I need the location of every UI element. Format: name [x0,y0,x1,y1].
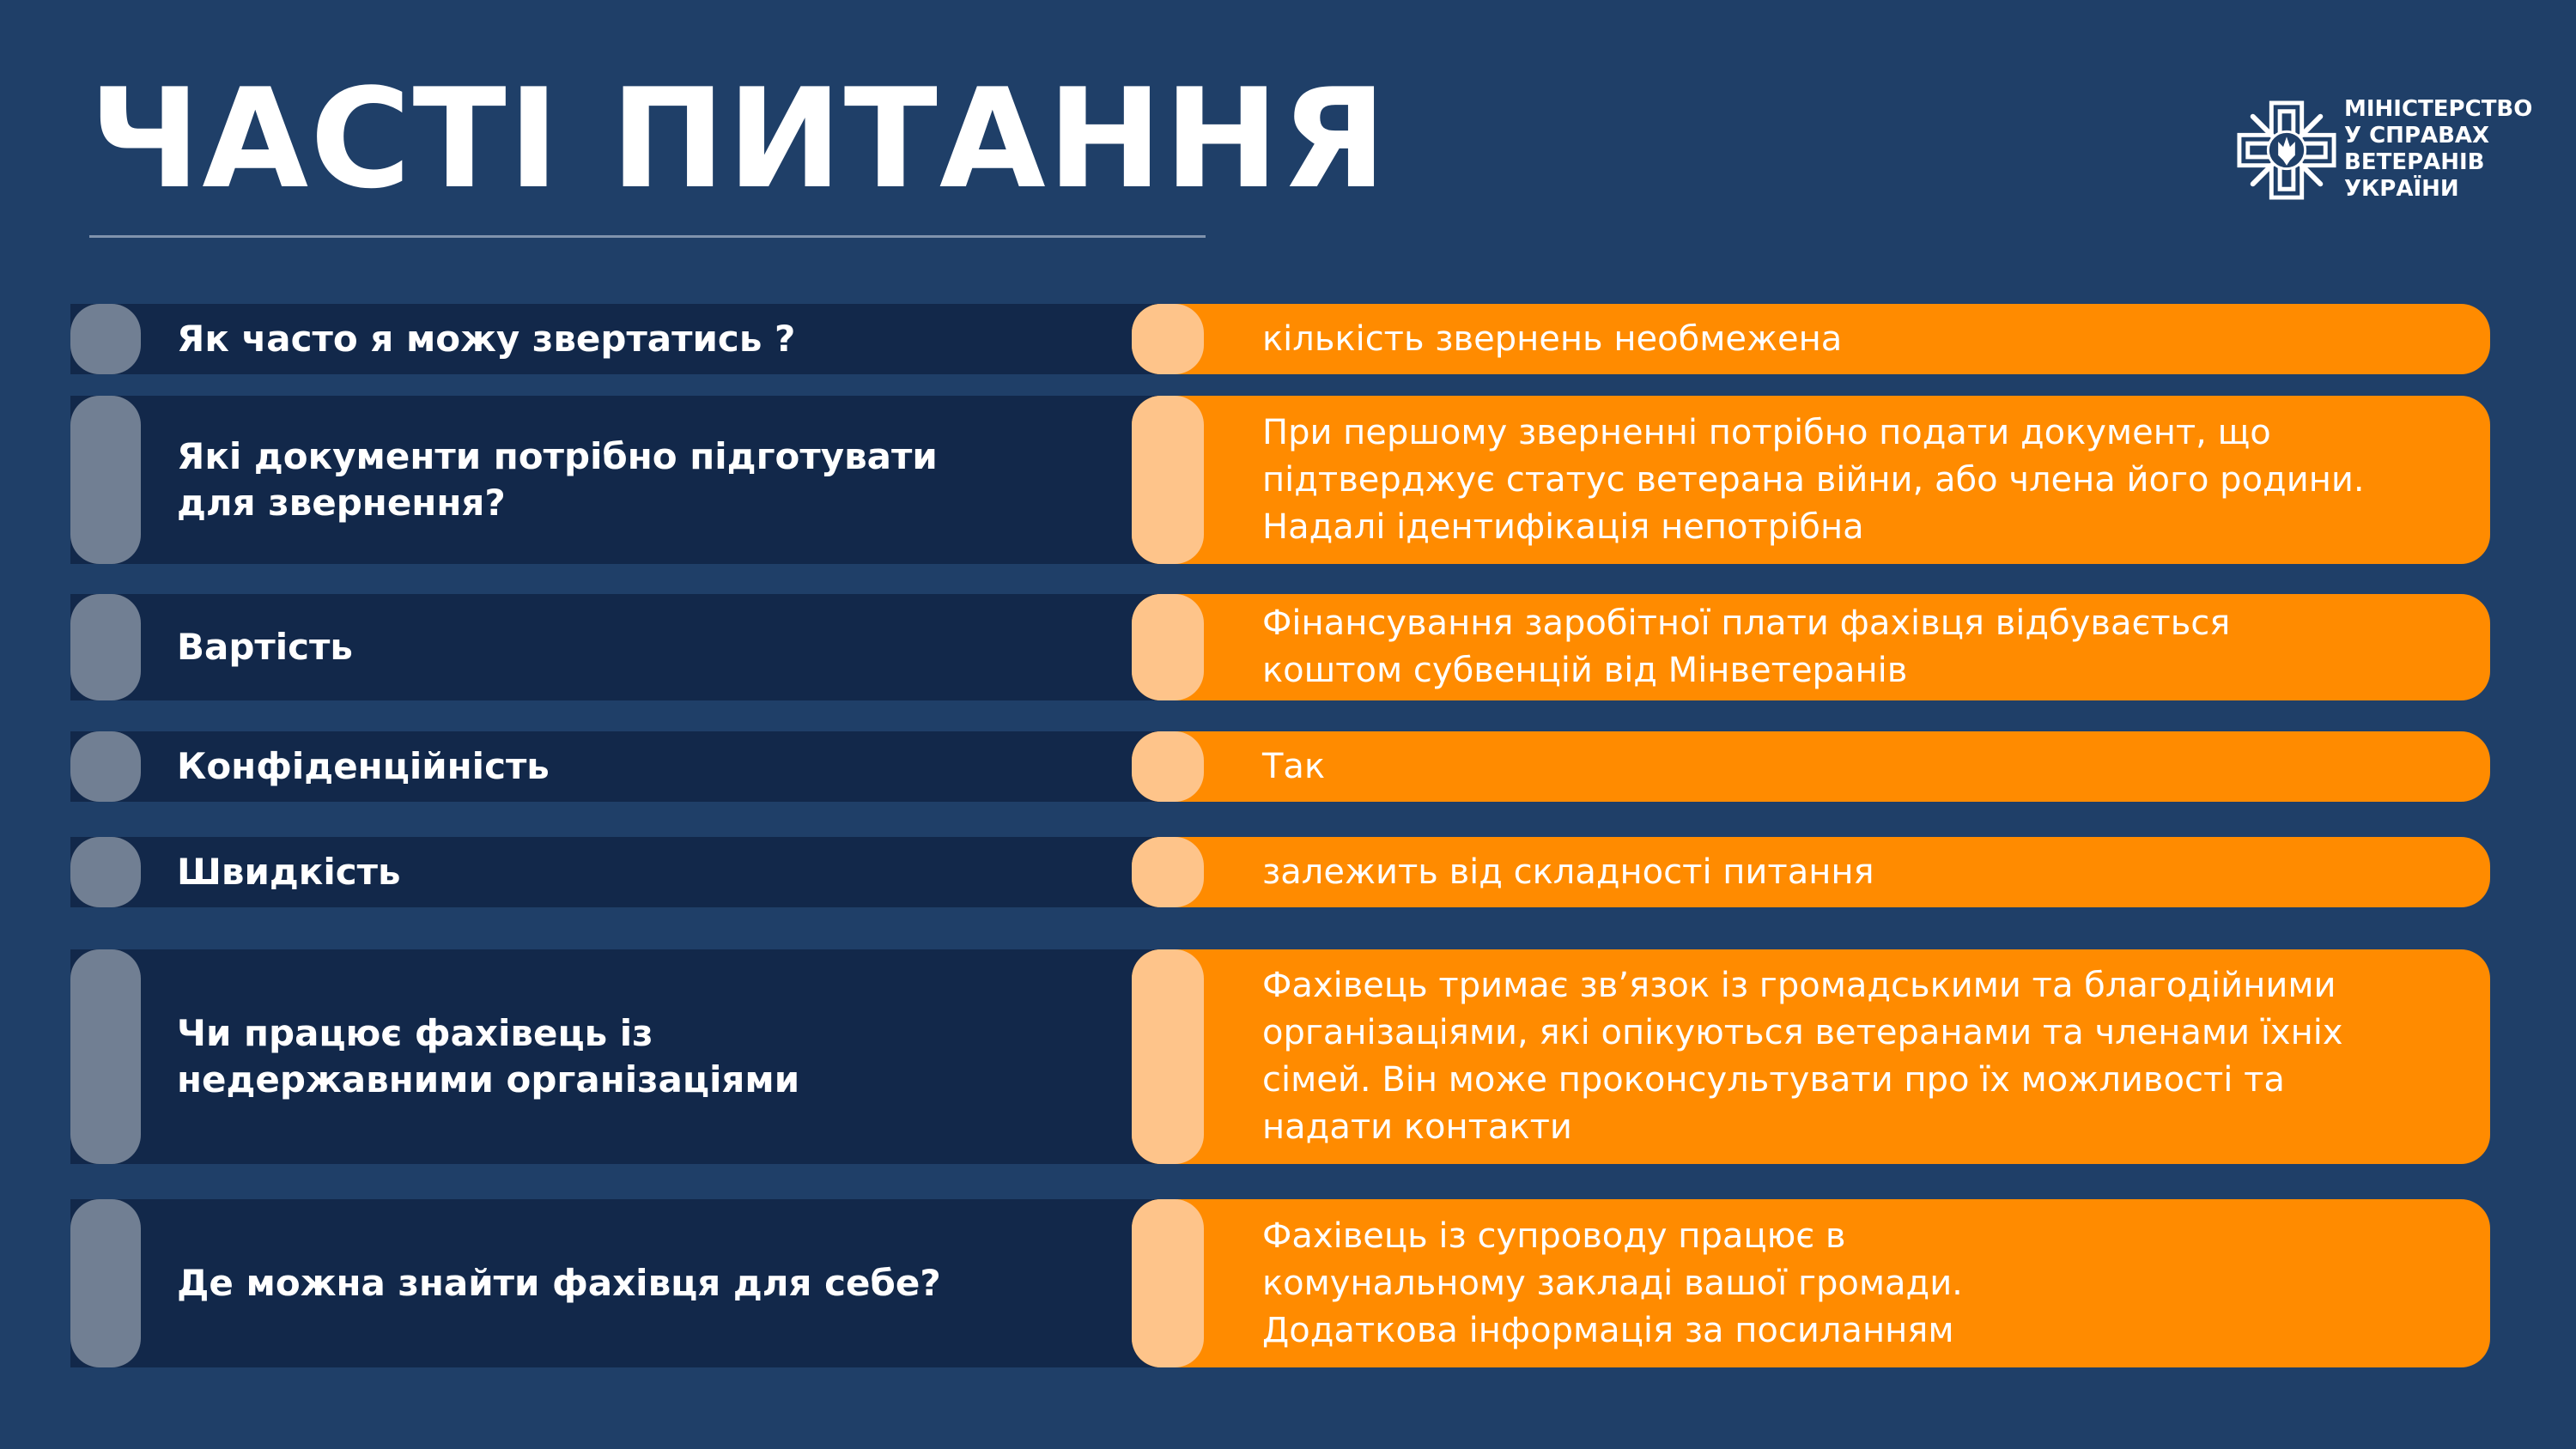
ministry-logo [2236,96,2533,208]
answer-text: Фахівець тримає зв’язок із громадськими та благодійними організаціями, які опікуються ветеранами та членами їхніх сімей. Він може проконсультувати про їх можливості та надати контакти [1262,966,2343,1147]
faq-row [0,949,2576,1164]
question-text: Чи працює фахівець із недержавними організаціями [177,1012,800,1100]
question-text: Які документи потрібно підготувати для звернення? [177,435,938,524]
answer-text: Фахівець із супроводу працює в комунальному закладі вашої громади. Додаткова інформація за посиланням [1262,1216,1963,1350]
answer-text: При першому зверненні потрібно подати документ, що підтверджує статус ветерана війни, або члена його родини. Надалі ідентифікація непотрібна [1262,412,2365,547]
question-tab [70,837,141,907]
faq-row [0,396,2576,564]
answer-text: Фінансування заробітної плати фахівця відбувається коштом субвенцій від Мінветеранів [1262,603,2231,690]
question-tab [70,1199,141,1367]
answer-tab [1132,396,1204,564]
question-text: Де можна знайти фахівця для себе? [177,1262,941,1304]
question-text: Вартість [177,626,353,668]
answer-tab [1132,837,1204,907]
faq-row [0,304,2576,374]
faq-row [0,1199,2576,1367]
answer-tab [1132,731,1204,802]
question-text: Як часто я можу звертатись ? [177,318,796,360]
answer-text: залежить від складності питання [1262,852,1874,892]
answer-tab [1132,594,1204,700]
question-text: Швидкість [177,851,401,893]
question-tab [70,731,141,802]
answer-tab [1132,304,1204,374]
answer-text: кількість звернень необмежена [1262,318,1843,359]
question-tab [70,304,141,374]
page-title: ЧАСТІ ПИТАННЯ [89,58,1388,219]
answer-tab [1132,1199,1204,1367]
title-divider [89,235,1206,238]
question-text: Конфіденційність [177,745,550,787]
answer-tab [1132,949,1204,1164]
question-tab [70,594,141,700]
question-tab [70,396,141,564]
answer-text: Так [1262,746,1326,786]
faq-row [0,837,2576,907]
question-tab [70,949,141,1164]
ministry-emblem-icon [2236,100,2337,201]
ministry-name: МІНІСТЕРСТВО У СПРАВАХ ВЕТЕРАНІВ УКРАЇНИ [2344,96,2533,202]
faq-row [0,731,2576,802]
faq-row [0,594,2576,700]
